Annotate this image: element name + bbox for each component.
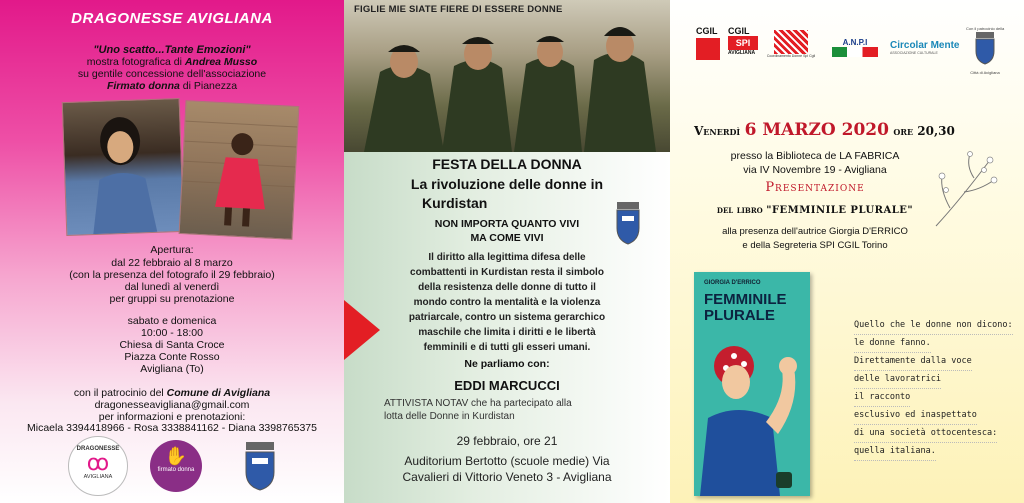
quote-line: delle lavoratrici [854,370,941,389]
book-prefix: del libro [716,205,767,216]
speaker-desc-2: lotta delle Donne in Kurdistan [384,411,515,422]
left-panel-dragonesse [0,0,344,503]
anpi-logo: A.N.P.I [832,38,878,62]
citta-avigliana-crest: Con il patrocinio della Città di Avigliana [966,26,1005,75]
child-figure [180,101,299,239]
quote-line: esclusivo ed inaspettato [854,406,977,425]
cgil-spi-logo: CGIL SPI AVIGLIANA [728,26,758,66]
middle-panel-kurdistan [344,0,670,503]
assoc-name: Firmato donna [106,80,180,92]
dragonesse-logo [68,436,128,496]
brand-title: DRAGONESSE AVIGLIANA [71,10,273,27]
contacts: Micaela 3394418966 - Rosa 3338841162 - Diana 3398765375 [27,422,317,434]
patronage-line [0,387,344,399]
hours: 10:00 - 18:00 [141,327,203,339]
quote-line: il racconto [854,388,910,407]
mimosa-icon [930,150,1004,230]
photo-child [179,100,300,240]
right-panel-femminile-plurale [670,0,1024,503]
author-presence: alla presenza dell'autrice Giorgia D'ERRICO [722,226,908,237]
presentation-label: Presentazione [765,180,865,195]
quote-line: di una società ottocentesca: [854,424,997,443]
event-day: Venerdì [694,124,741,138]
author-prefix: mostra fotografica di [86,56,185,68]
quote-line: Quello che le donne non dicono: [854,316,1013,335]
event-subtitle-2: Kurdistan [422,195,488,211]
dragonesse-logo-text: DRAGONESSE [76,446,120,452]
hand-icon: ✋ [164,446,188,466]
red-arrow-decoration [344,300,380,360]
slogan-2: MA COME VIVI [470,232,544,244]
place-line-2: via IV Novembre 19 - Avigliana [743,164,887,176]
event-time: ore 20,30 [893,124,955,138]
patron-name: Comune di Avigliana [166,387,271,399]
quote-line: le donne fanno. [854,334,931,353]
event-date-line [694,120,955,140]
venue-line-1: Auditorium Bertotto (scuole medie) Via [404,454,610,468]
exhibit-title: "Uno scatto...Tante Emozioni" [93,44,251,56]
assoc-suffix: di Pianezza [179,80,238,92]
info-label: per informazioni e prenotazioni: [98,411,246,423]
assoc-line [0,80,344,92]
talk-label: Ne parliamo con: [464,358,550,370]
description-line: mondo contro la mentalità e la violenza [413,297,601,308]
photographer-name: Andrea Musso [184,56,258,68]
description-line: maschile che limita i diritti e le libertà [418,327,596,338]
book-title: "FEMMINILE PLURALE" [766,205,914,216]
courtesy-line: su gentile concessione dell'associazione [77,68,267,80]
slogan-1: NON IMPORTA QUANTO VIVI [434,218,580,230]
event-subtitle-1: La rivoluzione delle donne in [410,176,604,192]
avigliana-crest-icon [240,440,280,492]
place-line-1: presso la Biblioteca de LA FABRICA [730,150,900,162]
cover-title-1: FEMMINILE [704,291,787,308]
fighters-photo [344,0,670,152]
opening-label: Apertura: [150,244,194,256]
weekend: sabato e domenica [127,315,217,327]
event-date-time: 29 febbraio, ore 21 [456,434,558,448]
weekdays: dal lunedì al venerdì [124,281,220,293]
description-line: femminili e di tutti gli esseri umani. [423,342,591,353]
church: Chiesa di Santa Croce [119,339,225,351]
event-title: FESTA DELLA DONNA [432,156,582,172]
description-line: patriarcale, contro un sistema gerarchico [408,312,606,323]
coordinamento-donne-logo: Coordinamento Donne Spi Cgil [766,30,816,64]
photo-girl [62,98,185,236]
quote-line: quella italiana. [854,442,936,461]
event-date: 6 MARZO 2020 [744,120,889,140]
venue-line-2: Cavalieri di Vittorio Veneto 3 - Avigliana [402,470,612,484]
city: Avigliana (To) [140,363,204,375]
secretary-presence: e della Segreteria SPI CGIL Torino [742,240,888,251]
patron-prefix: con il patrocinio del [73,387,167,399]
book-line [670,200,960,218]
speaker-name: EDDI MARCUCCI [454,378,560,393]
ribbon-icon: ꝏ [86,450,110,475]
photographer-presence: (con la presenza del fotografo il 29 febbraio) [69,269,275,281]
cover-title-2: PLURALE [704,307,775,324]
publisher-logo-icon [776,472,792,488]
girl-figure [63,99,184,235]
circolarmente-logo: Circolar Mente ASSOCIAZIONE CULTURALE [890,40,960,55]
quote-line: Direttamente dalla voce [854,352,972,371]
crest-icon [972,31,998,65]
description-line: della resistenza delle donne di tutto il [418,282,596,293]
description-line: Il diritto alla legittima difesa delle [428,252,586,263]
book-cover [694,272,810,496]
exhibit-author-line [0,56,344,68]
description-block [344,250,670,355]
cover-author: GIORGIA D'ERRICO [704,280,761,286]
firmato-donna-logo [150,440,202,492]
square: Piazza Conte Rosso [124,351,220,363]
cgil-logo: CGIL [696,26,720,64]
description-line: combattenti in Kurdistan resta il simbolo [410,267,604,278]
dragonesse-logo-sub: AVIGLIANA [83,474,113,480]
firmato-donna-logo-text: firmato donna [157,467,195,473]
speaker-desc-1: ATTIVISTA NOTAV che ha partecipato alla [384,398,572,409]
rosie-riveter-illustration [694,326,810,496]
groups-booking: per gruppi su prenotazione [109,293,235,305]
photo-caption: FIGLIE MIE SIATE FIERE DI ESSERE DONNE [354,4,563,15]
opening-dates: dal 22 febbraio al 8 marzo [111,257,233,269]
email-link[interactable]: dragonesseavigliana@gmail.com [94,399,250,411]
